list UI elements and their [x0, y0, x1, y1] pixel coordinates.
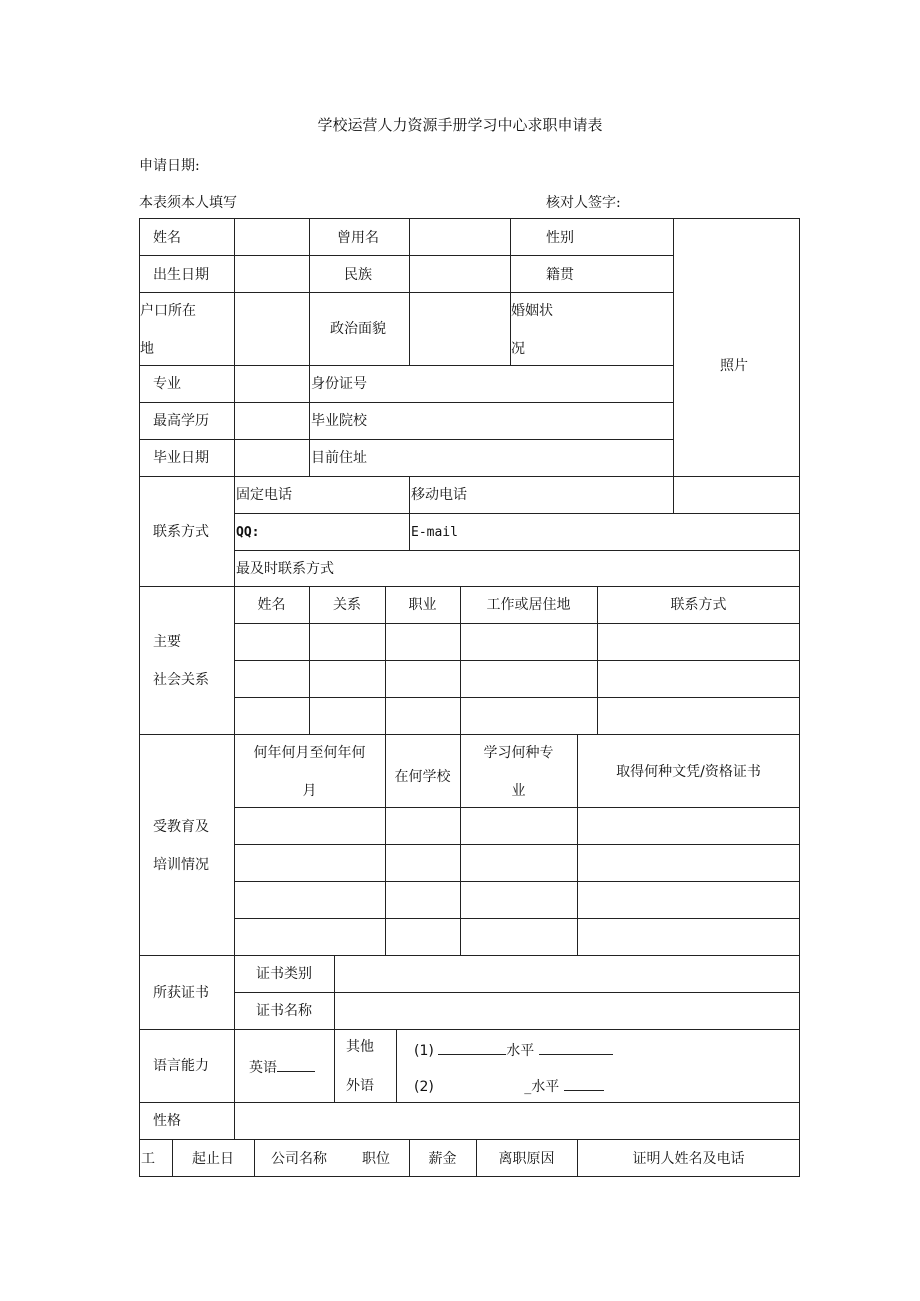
mobile-label: 移动电话: [411, 487, 467, 503]
social-header-relation: 关系: [333, 597, 361, 613]
language-section-label: 语言能力: [153, 1058, 209, 1074]
social-header-name: 姓名: [257, 597, 286, 613]
id-number-label: 身份证号: [311, 376, 367, 392]
birth-date-label: 出生日期: [153, 267, 209, 283]
personality-label: 性格: [153, 1113, 181, 1129]
graduation-date-label: 毕业日期: [153, 450, 209, 466]
other-language-2-level-blank[interactable]: [564, 1076, 604, 1091]
education-header-major-line2: 业: [511, 783, 526, 799]
photo-placeholder: 照片: [720, 358, 748, 374]
contact-section-label: 联系方式: [153, 524, 209, 540]
qq-label: QQ:: [236, 525, 260, 540]
work-header-salary: 薪金: [428, 1151, 457, 1167]
certificates-section-label: 所获证书: [153, 985, 209, 1001]
work-header-leave-reason: 离职原因: [498, 1151, 555, 1167]
education-header-period-line1: 何年何月至何年何: [253, 745, 366, 761]
education-header-period-line2: 月: [302, 783, 317, 799]
verifier-signature-label: 核对人签字:: [546, 195, 621, 211]
page-title: 学校运营人力资源手册学习中心求职申请表: [317, 116, 603, 134]
education-level-label: 最高学历: [153, 413, 209, 429]
marital-status-label-line2: 况: [511, 341, 525, 357]
work-header-reference: 证明人姓名及电话: [632, 1151, 745, 1167]
other-language-label-line2: 外语: [346, 1078, 374, 1094]
political-status-label: 政治面貌: [330, 321, 386, 337]
former-name-label: 曾用名: [337, 230, 379, 246]
self-fill-note: 本表须本人填写: [139, 195, 237, 211]
current-address-label: 目前住址: [311, 450, 367, 466]
apply-date-label: 申请日期:: [139, 158, 200, 174]
hukou-label-line1: 户口所在: [140, 303, 196, 319]
social-header-location: 工作或居住地: [486, 597, 571, 613]
work-header-position: 职位: [362, 1151, 390, 1167]
education-section-label-line2: 培训情况: [153, 857, 209, 873]
native-place-label: 籍贯: [546, 267, 574, 283]
education-header-major-line1: 学习何种专: [483, 745, 554, 761]
certificate-type-label: 证书类别: [256, 966, 312, 982]
name-label: 姓名: [153, 230, 181, 246]
gender-label: 性别: [546, 230, 574, 246]
major-label: 专业: [153, 376, 181, 392]
graduate-school-label: 毕业院校: [311, 413, 367, 429]
social-header-contact: 联系方式: [670, 597, 727, 613]
work-header-company: 公司名称: [271, 1151, 327, 1167]
work-history-label: 工: [141, 1151, 155, 1167]
landline-label: 固定电话: [236, 487, 292, 503]
other-language-label-line1: 其他: [346, 1039, 374, 1055]
work-header-period: 起止日: [192, 1151, 234, 1167]
other-language-1-level-blank[interactable]: [539, 1040, 613, 1055]
ethnicity-label: 民族: [344, 267, 372, 283]
certificate-name-label: 证书名称: [256, 1003, 312, 1019]
fastest-contact-label: 最及时联系方式: [236, 561, 334, 577]
social-relations-label-line2: 社会关系: [153, 672, 209, 688]
education-header-certificate: 取得何种文凭/资格证书: [616, 764, 761, 780]
other-language-1: (1) 水平: [414, 1040, 613, 1060]
social-relations-label-line1: 主要: [153, 634, 181, 650]
education-section-label-line1: 受教育及: [153, 819, 209, 835]
other-language-2: (2) _水平: [414, 1076, 604, 1096]
english-label: 英语: [249, 1057, 315, 1077]
email-label: E-mail: [411, 525, 458, 540]
hukou-label-line2: 地: [140, 341, 154, 357]
marital-status-label-line1: 婚姻状: [511, 303, 553, 319]
english-level-blank[interactable]: [277, 1057, 315, 1072]
social-header-occupation: 职业: [408, 597, 437, 613]
other-language-1-blank[interactable]: [438, 1040, 506, 1055]
education-header-school: 在何学校: [394, 769, 451, 785]
